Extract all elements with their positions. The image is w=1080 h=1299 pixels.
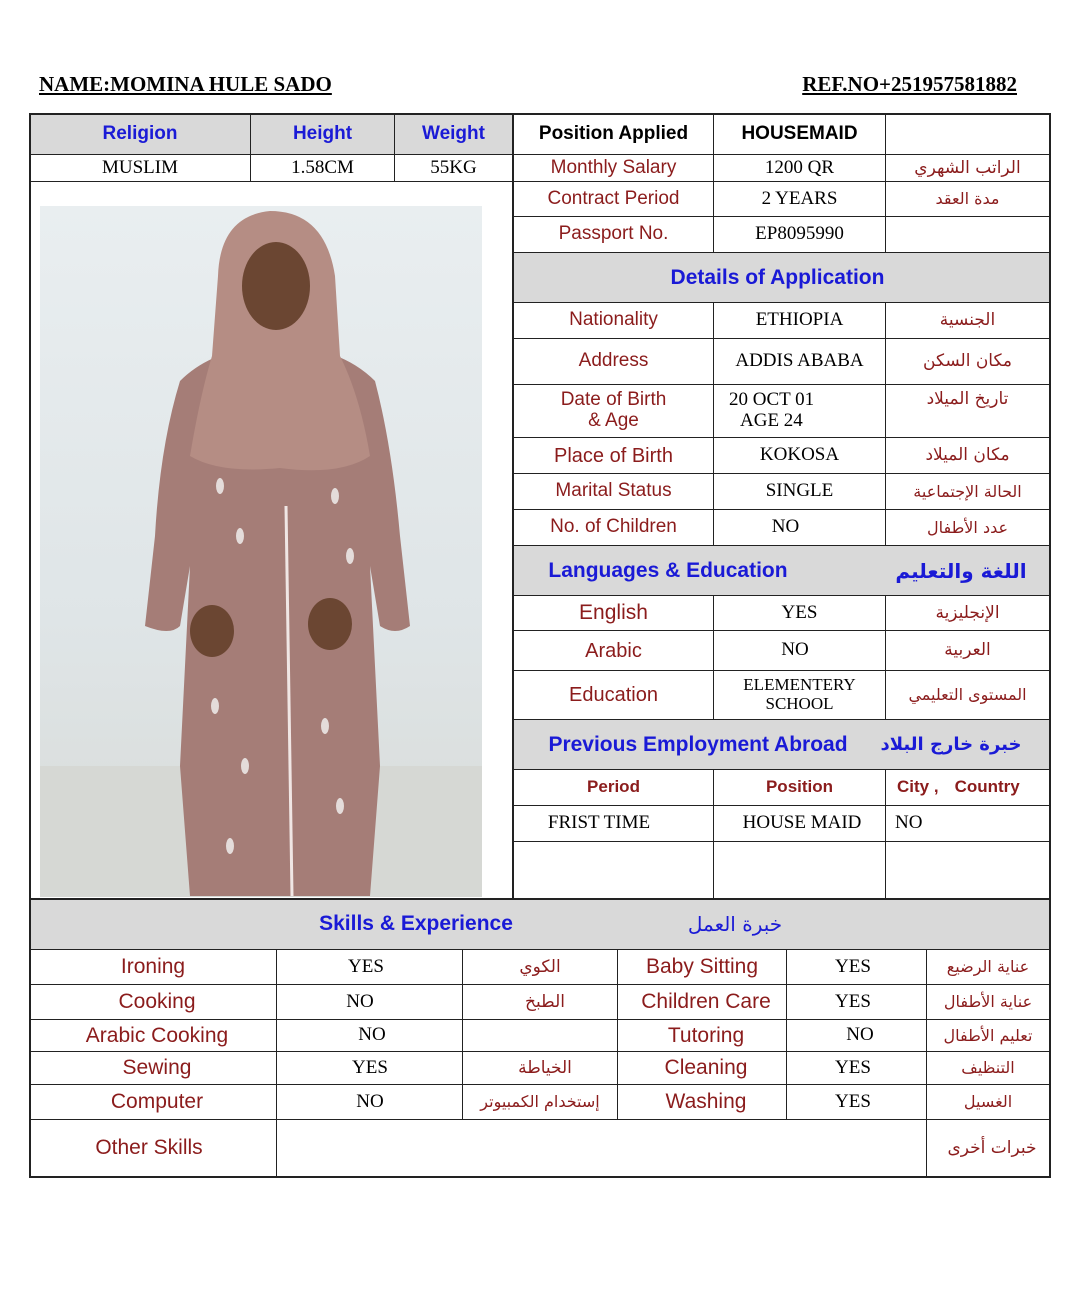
skill-children-care-arabic: عناية الأطفال — [943, 992, 1033, 1012]
education-value-line1: ELEMENTERY — [743, 675, 856, 695]
employment-period: FRIST TIME — [547, 812, 651, 834]
address-label: Address — [578, 350, 649, 372]
salary-arabic: الراتب الشهري — [914, 157, 1021, 178]
passport-label: Passport No. — [558, 223, 669, 245]
skill-ironing-arabic: الكوي — [519, 956, 561, 977]
grid-h — [29, 898, 1051, 900]
skill-ironing-label: Ironing — [120, 955, 186, 979]
skill-sewing-arabic: الخياطة — [518, 1057, 572, 1078]
education-value — [714, 671, 885, 719]
religion-value: MUSLIM — [101, 156, 178, 178]
weight-value: 55KG — [430, 156, 477, 178]
skill-computer-arabic: إستخدام الكمبيوتر — [480, 1092, 600, 1112]
candidate-photo — [40, 206, 482, 897]
skill-tutoring-arabic: تعليم الأطفال — [943, 1025, 1033, 1045]
english-arabic: الإنجليزية — [935, 602, 1000, 623]
skill-arabic-cooking-label: Arabic Cooking — [85, 1023, 229, 1047]
skill-children-care-value: YES — [835, 990, 871, 1012]
skill-arabic-cooking-value: NO — [358, 1024, 386, 1046]
marital-value: SINGLE — [765, 480, 834, 502]
birthplace-label: Place of Birth — [554, 444, 673, 467]
languages-title-arabic: اللغة والتعليم — [895, 558, 1027, 583]
details-title: Details of Application — [670, 265, 885, 289]
height-value: 1.58CM — [291, 156, 354, 178]
nationality-arabic: الجنسية — [939, 310, 996, 331]
education-label: Education — [569, 684, 658, 706]
col-period: Period — [587, 777, 640, 797]
skill-ironing-value: YES — [348, 955, 384, 977]
skill-cooking-label: Cooking — [118, 990, 196, 1014]
arabic-arabic: العربية — [944, 640, 991, 661]
education-arabic: المستوى التعليمي — [908, 685, 1027, 705]
marital-arabic: الحالة الإجتماعية — [913, 481, 1022, 501]
education-value-line2: SCHOOL — [765, 694, 834, 713]
birthplace-arabic: مكان الميلاد — [925, 445, 1010, 466]
skills-title: Skills & Experience — [319, 912, 513, 936]
skill-computer-label: Computer — [110, 1090, 204, 1114]
frame-bottom — [29, 1176, 1051, 1178]
dob-label-line2: & Age — [588, 410, 639, 431]
skill-children-care-label: Children Care — [641, 990, 771, 1014]
dob-value — [714, 385, 885, 437]
other-skills-label: Other Skills — [95, 1136, 203, 1160]
nationality-label: Nationality — [569, 309, 658, 331]
candidate-name: NAME:MOMINA HULE SADO — [39, 72, 332, 96]
col-position: Position — [765, 777, 834, 797]
position-applied-label: Position Applied — [538, 122, 689, 144]
english-value: YES — [781, 601, 818, 623]
arabic-value: NO — [781, 639, 809, 661]
children-label: No. of Children — [550, 516, 677, 538]
contract-label: Contract Period — [547, 187, 680, 209]
salary-value: 1200 QR — [764, 156, 835, 178]
col-city: City , — [897, 777, 939, 797]
dob-label — [514, 385, 713, 437]
religion-label: Religion — [102, 122, 178, 144]
person-figure-icon — [40, 206, 482, 897]
dob-arabic: تاريخ الميلاد — [926, 388, 1009, 409]
children-arabic: عدد الأطفال — [926, 517, 1009, 537]
skill-tutoring-label: Tutoring — [667, 1023, 745, 1047]
skill-sewing-value: YES — [352, 1056, 388, 1078]
skill-computer-value: NO — [356, 1090, 384, 1112]
dob-age: AGE 24 — [740, 410, 803, 431]
col-city-country — [886, 770, 1049, 805]
contract-arabic: مدة العقد — [935, 189, 1000, 209]
grid-h — [29, 181, 514, 182]
skill-washing-value: YES — [835, 1090, 871, 1112]
skill-cleaning-value: YES — [835, 1056, 871, 1078]
arabic-label: Arabic — [585, 639, 642, 662]
height-label: Height — [292, 122, 353, 144]
employment-city: NO — [895, 812, 923, 834]
address-value: ADDIS ABABA — [735, 350, 864, 372]
languages-title: Languages & Education — [548, 558, 788, 582]
children-value: NO — [771, 516, 800, 538]
skill-sewing-label: Sewing — [122, 1056, 192, 1080]
birthplace-value: KOKOSA — [759, 444, 840, 466]
address-arabic: مكان السكن — [923, 351, 1012, 372]
skill-baby-sitting-label: Baby Sitting — [645, 955, 759, 979]
skill-washing-arabic: الغسيل — [963, 1092, 1013, 1112]
skill-tutoring-value: NO — [846, 1024, 874, 1046]
skill-cleaning-label: Cleaning — [664, 1056, 748, 1080]
marital-label: Marital Status — [555, 480, 672, 502]
dob-label-line1: Date of Birth — [560, 389, 667, 411]
contract-value: 2 YEARS — [761, 187, 838, 209]
dob-date: 20 OCT 01 — [729, 389, 815, 411]
other-skills-arabic: خبرات أخرى — [947, 1137, 1037, 1158]
grid-h — [514, 841, 1050, 842]
skill-washing-label: Washing — [665, 1090, 747, 1114]
nationality-value: ETHIOPIA — [755, 309, 844, 331]
skill-baby-sitting-arabic: عناية الرضيع — [946, 957, 1030, 977]
salary-label: Monthly Salary — [550, 156, 677, 178]
skills-header-bg — [30, 899, 1050, 949]
reference-number: REF.NO+251957581882 — [802, 72, 1017, 96]
employment-title-arabic: خبرة خارج البلاد — [880, 733, 1022, 755]
passport-value: EP8095990 — [755, 223, 844, 245]
employment-position: HOUSE MAID — [742, 812, 862, 834]
skill-cooking-value: NO — [346, 990, 374, 1012]
col-country: Country — [954, 777, 1020, 797]
skill-cleaning-arabic: التنظيف — [961, 1058, 1015, 1078]
english-label: English — [579, 601, 648, 625]
weight-label: Weight — [422, 122, 485, 144]
position-applied-value: HOUSEMAID — [741, 122, 858, 144]
skill-baby-sitting-value: YES — [835, 955, 871, 977]
skill-cooking-arabic: الطبخ — [525, 991, 565, 1012]
skills-title-arabic: خبرة العمل — [687, 912, 783, 936]
employment-title: Previous Employment Abroad — [548, 732, 848, 756]
